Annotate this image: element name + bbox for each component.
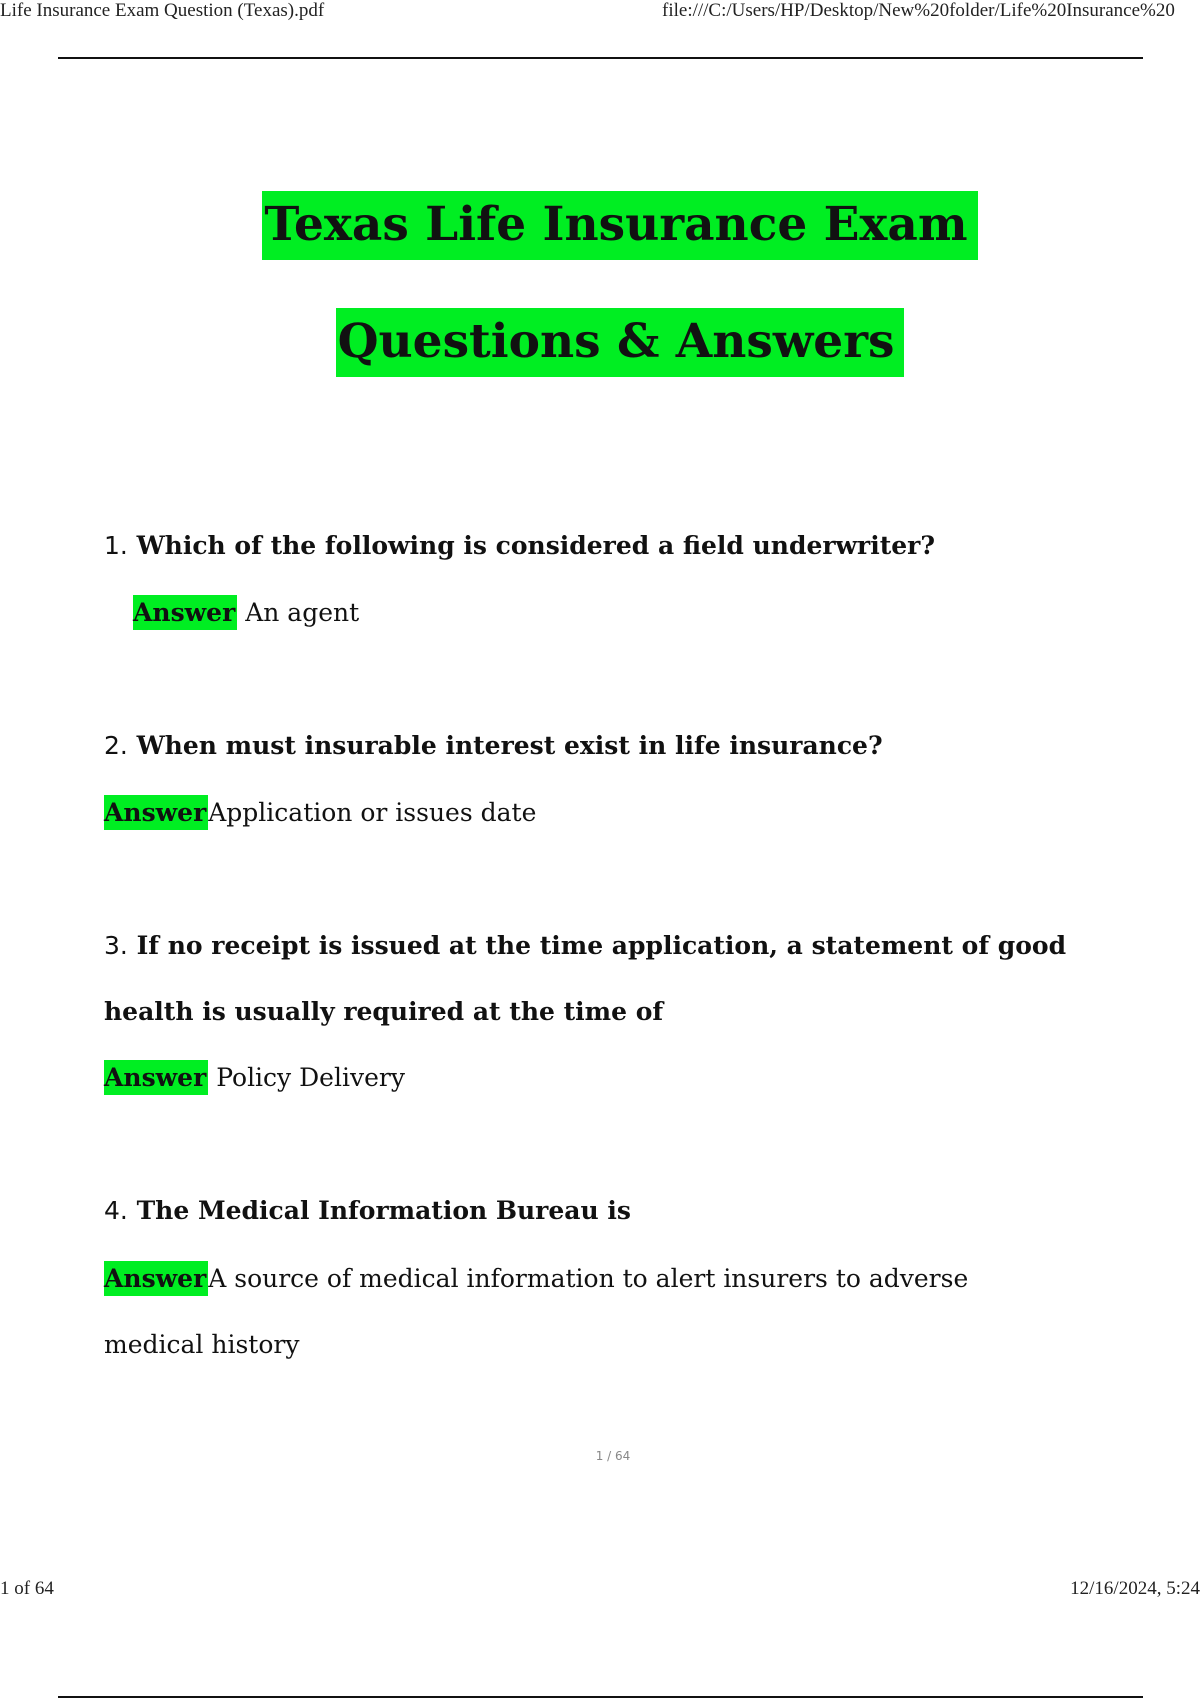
- question-number: 1.: [104, 531, 128, 560]
- answer-text: Application or issues date: [208, 798, 537, 827]
- question-4: [104, 1178, 1114, 1244]
- footer-divider: [58, 1696, 1143, 1698]
- answer-3: [104, 1045, 1064, 1111]
- question-1: [104, 513, 1114, 579]
- print-footer: [0, 1578, 1200, 1604]
- question-text: If no receipt is issued at the time application, a statement of good health is usually required at the time of: [104, 931, 1067, 1026]
- print-header-url: file:///C:/Users/HP/Desktop/New%20folder/Life%20Insurance%20: [662, 0, 1175, 21]
- answer-label: Answer: [104, 795, 208, 830]
- question-number: 3.: [104, 931, 128, 960]
- print-header: [0, 0, 1200, 26]
- print-header-filename: Life Insurance Exam Question (Texas).pdf: [0, 0, 325, 21]
- answer-2: [104, 780, 1064, 846]
- answer-label: Answer: [104, 1261, 208, 1296]
- document-subtitle: [0, 314, 1200, 369]
- print-footer-datetime: 12/16/2024, 5:24: [1070, 1578, 1200, 1599]
- question-text: The Medical Information Bureau is: [136, 1196, 631, 1225]
- answer-text: An agent: [245, 598, 360, 627]
- page-indicator: 1 / 64: [595, 1449, 631, 1463]
- question-3: [104, 913, 1114, 1045]
- question-number: 4.: [104, 1196, 128, 1225]
- document-title-highlight: Texas Life Insurance Exam: [262, 191, 977, 260]
- print-footer-page-count: 1 of 64: [0, 1578, 54, 1599]
- document-title: [0, 197, 1200, 252]
- question-text: Which of the following is considered a field underwriter?: [136, 531, 935, 560]
- question-2: [104, 713, 1114, 779]
- header-divider: [58, 57, 1143, 59]
- answer-label: Answer: [104, 1060, 208, 1095]
- question-number: 2.: [104, 731, 128, 760]
- answer-text: A source of medical information to alert insurers to adverse medical history: [104, 1264, 969, 1359]
- answer-label: Answer: [133, 595, 237, 630]
- answer-4: [104, 1246, 1064, 1378]
- document-subtitle-highlight: Questions & Answers: [336, 308, 905, 377]
- answer-text: Policy Delivery: [216, 1063, 405, 1092]
- question-text: When must insurable interest exist in life insurance?: [136, 731, 883, 760]
- answer-1: [133, 580, 1093, 646]
